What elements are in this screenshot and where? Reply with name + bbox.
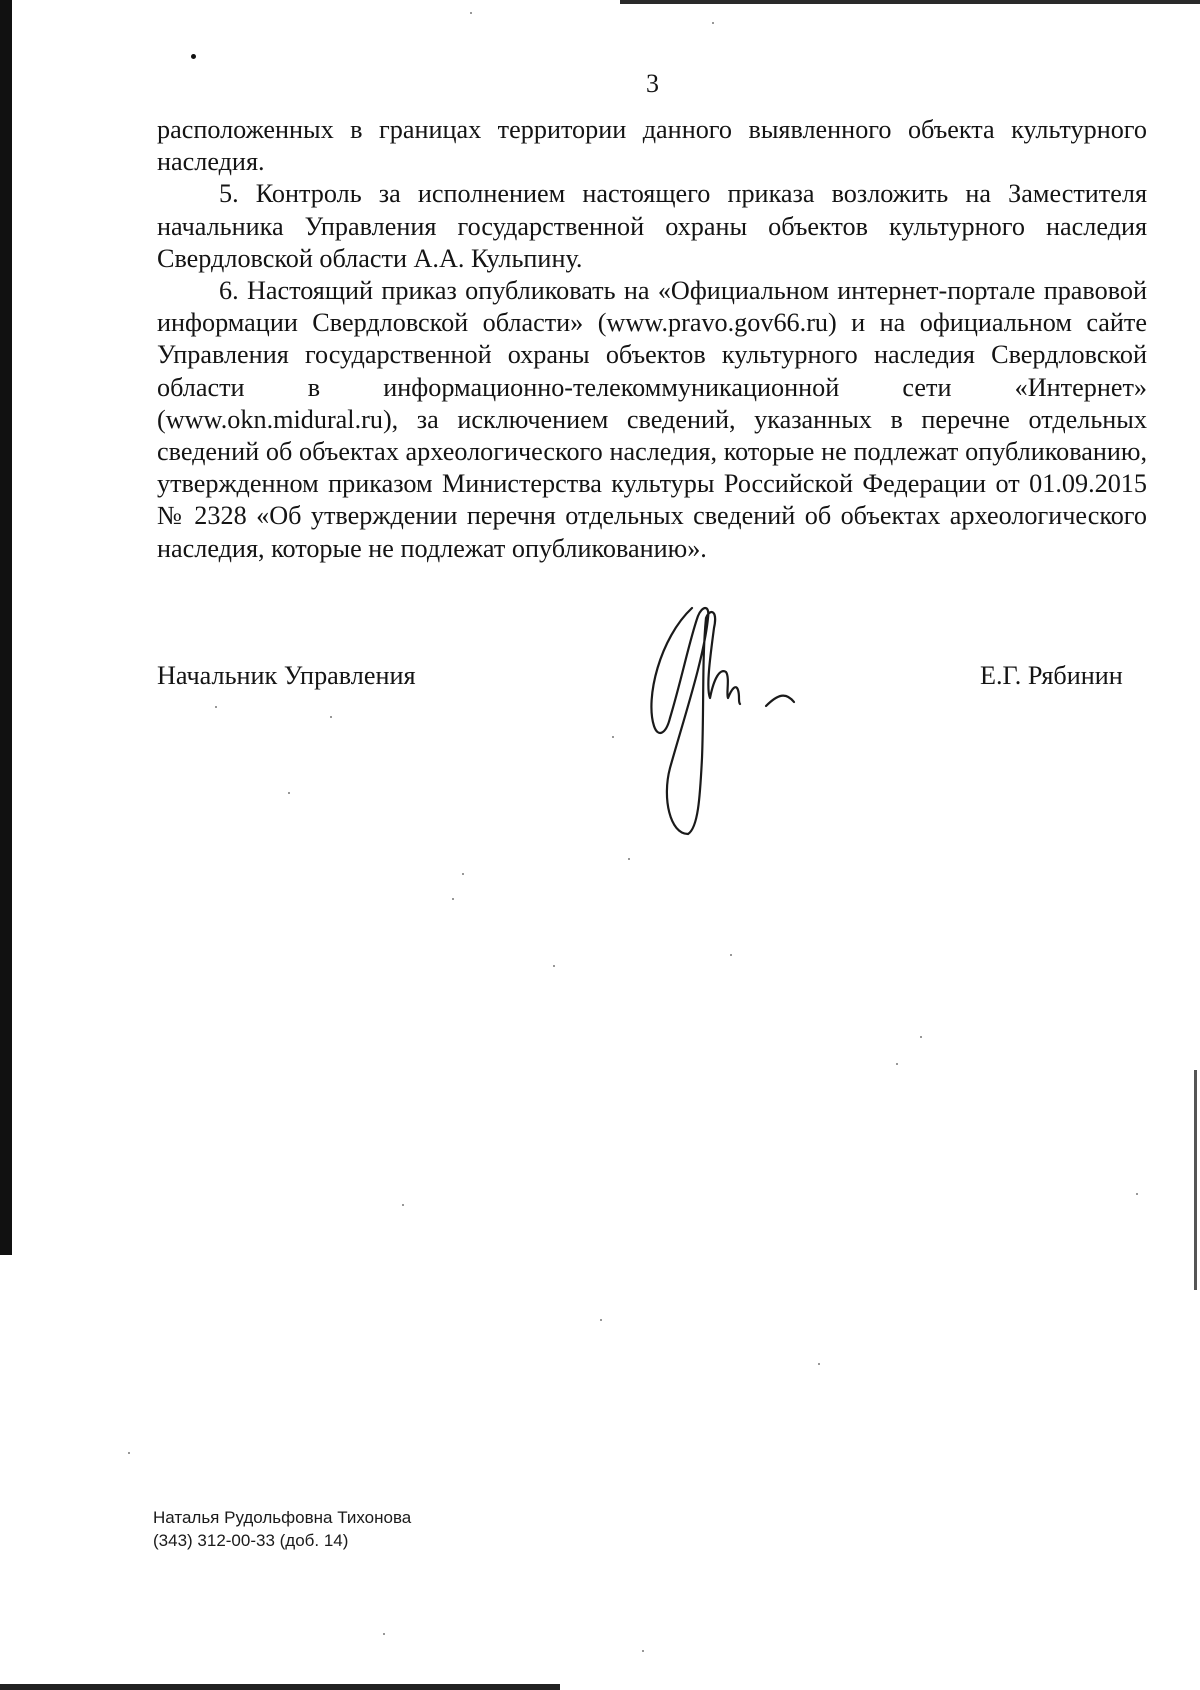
page-number: 3 [646,69,659,98]
body-text [157,114,1147,565]
scan-speck [920,1036,922,1038]
scan-speck [1136,1193,1138,1195]
scan-speck [818,1363,820,1365]
scan-speck [452,898,454,900]
scan-edge-top [620,0,1200,4]
contact-phone: (343) 312-00-33 (доб. 14) [153,1531,349,1550]
paragraph-6: 6. Настоящий приказ опубликовать на «Официальном интернет-портале правовой информации Свердловской области» (www.pravo.gov66.ru) и на официальном сайте Управления государственной охраны объектов культурного наследия Свердловской области в информационно-телекоммуникационной сети «Интернет» (www.okn.midural.ru), за исключением сведений, указанных в перечне отдельных сведений об объектах археологического наследия, которые не подлежат опубликованию, утвержденном приказом Министерства культуры Российской Федерации от 01.09.2015 № 2328 «Об утверждении перечня отдельных сведений об объектах археологического наследия, которые не подлежат опубликованию». [157,276,1147,563]
scan-speck [470,12,472,14]
scan-dot [191,54,196,59]
handwritten-signature [640,598,820,838]
scan-speck [128,1452,130,1454]
paragraph-continuation: расположенных в границах территории данного выявленного объекта культурного наследия. [157,115,1147,177]
scan-speck [553,965,555,967]
scan-speck [288,792,290,794]
signatory-position: Начальник Управления [157,661,416,690]
scan-edge-bottom [0,1684,560,1690]
scan-speck [402,1204,404,1206]
scan-speck [330,716,332,718]
scan-speck [462,873,464,875]
scan-speck [628,858,630,860]
scan-edge-right [1194,1070,1197,1290]
contact-name: Наталья Рудольфовна Тихонова [153,1508,412,1527]
scan-speck [642,1650,644,1652]
scan-speck [712,22,714,24]
contact-block [153,1506,411,1552]
paragraph-5: 5. Контроль за исполнением настоящего приказа возложить на Заместителя начальника Управления государственной охраны объектов культурного наследия Свердловской области А.А. Кульпину. [157,179,1147,273]
scan-speck [730,954,732,956]
scan-speck [600,1319,602,1321]
scan-speck [896,1063,898,1065]
scan-speck [612,736,614,738]
scan-speck [383,1633,385,1635]
scan-speck [215,706,217,708]
scan-edge-left [0,0,12,1255]
signatory-name: Е.Г. Рябинин [980,661,1123,690]
